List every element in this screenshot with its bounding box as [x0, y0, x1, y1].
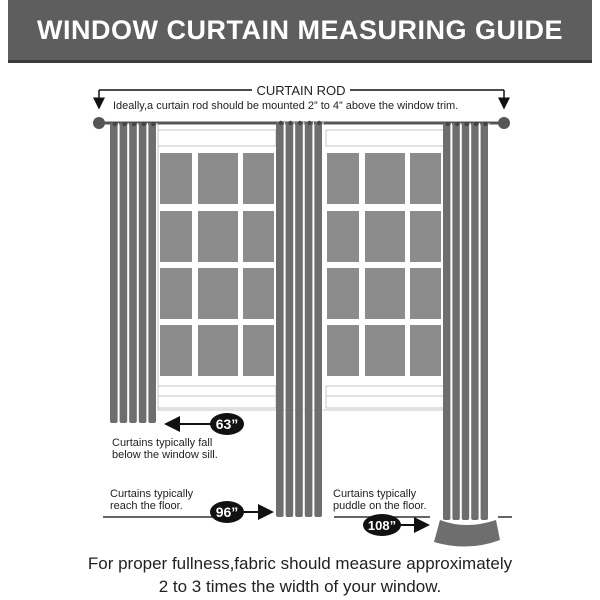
curtain-ring [298, 121, 302, 125]
length-96-badge: 96” [215, 504, 239, 520]
caption-96-line1: Curtains typically [110, 488, 194, 500]
top-trim-left [158, 130, 276, 146]
window-sill-left [158, 386, 276, 408]
window-pane [410, 211, 441, 262]
caption-63-line2: below the window sill. [112, 449, 218, 461]
fullness-note-line1: For proper fullness,fabric should measure approximately [87, 554, 513, 573]
rod-finial-left [93, 117, 105, 129]
window-pane [243, 153, 274, 204]
length-63-badge: 63” [215, 416, 239, 432]
length-108-badge: 108” [367, 518, 397, 533]
window-pane [410, 153, 441, 204]
window-pane [327, 153, 359, 204]
curtain-pleat [471, 123, 478, 520]
guide-title: WINDOW CURTAIN MEASURING GUIDE [37, 14, 563, 45]
window-pane [410, 325, 441, 376]
caption-63-line1: Curtains typically fall [112, 437, 213, 449]
window-pane [160, 325, 192, 376]
curtain-ring [132, 122, 136, 126]
rod-label: CURTAIN ROD [256, 83, 346, 98]
curtain-pleat [129, 123, 137, 423]
curtain-pleat [481, 123, 488, 520]
curtain-pleat [443, 123, 450, 520]
curtain-pleat [148, 123, 156, 423]
window-pane [327, 325, 359, 376]
curtain-ring [483, 122, 487, 126]
curtain-pleat [139, 123, 147, 423]
fullness-note [0, 552, 600, 598]
curtain-pleat [110, 123, 118, 423]
curtain-ring [141, 122, 145, 126]
caption-108-line2: puddle on the floor. [333, 500, 427, 512]
curtain-puddle [434, 520, 500, 547]
curtain-panel-96 [276, 121, 323, 517]
rod-finial-right [498, 117, 510, 129]
rod-dimension [99, 83, 504, 112]
curtain-pleat [462, 123, 469, 520]
curtain-pleat [452, 123, 459, 520]
window-pane [198, 153, 238, 204]
curtain-pleat [120, 123, 128, 423]
curtain-pleat [295, 122, 303, 517]
window-pane [198, 325, 238, 376]
window-pane [365, 153, 405, 204]
curtain-ring [113, 122, 117, 126]
curtain-ring [151, 122, 155, 126]
top-trim-right [326, 130, 444, 146]
curtain-ring [455, 122, 459, 126]
caption-108-line1: Curtains typically [333, 488, 417, 500]
window-pane [365, 211, 405, 262]
curtain-pleat [305, 122, 313, 517]
window-pane [160, 268, 192, 319]
curtain-ring [474, 122, 478, 126]
curtain-ring [288, 121, 292, 125]
window-pane [327, 211, 359, 262]
window-pane [160, 211, 192, 262]
curtain-pleat [314, 122, 322, 517]
window-pane [327, 268, 359, 319]
curtain-ring [446, 122, 450, 126]
caption-96-line2: reach the floor. [110, 500, 183, 512]
window-pane [243, 268, 274, 319]
window-pane [198, 211, 238, 262]
curtain-ring [122, 122, 126, 126]
curtain-panel-108 [434, 122, 500, 547]
window-pane [365, 325, 405, 376]
curtain-pleat [286, 122, 294, 517]
window-pane [410, 268, 441, 319]
window-sill-right [326, 386, 444, 408]
rod-note: Ideally,a curtain rod should be mounted 2” to 4” above the window trim. [113, 100, 459, 112]
fullness-note-line2: 2 to 3 times the width of your window. [158, 577, 442, 596]
curtain-ring [279, 121, 283, 125]
window-pane [243, 211, 274, 262]
curtain-ring [317, 121, 321, 125]
curtain-ring [464, 122, 468, 126]
curtain-ring [307, 121, 311, 125]
window-pane [198, 268, 238, 319]
window-pane [160, 153, 192, 204]
window-pane [243, 325, 274, 376]
curtain-pleat [276, 122, 284, 517]
measure-108 [333, 488, 428, 536]
curtain-panel-63 [110, 122, 157, 423]
window-pane [365, 268, 405, 319]
